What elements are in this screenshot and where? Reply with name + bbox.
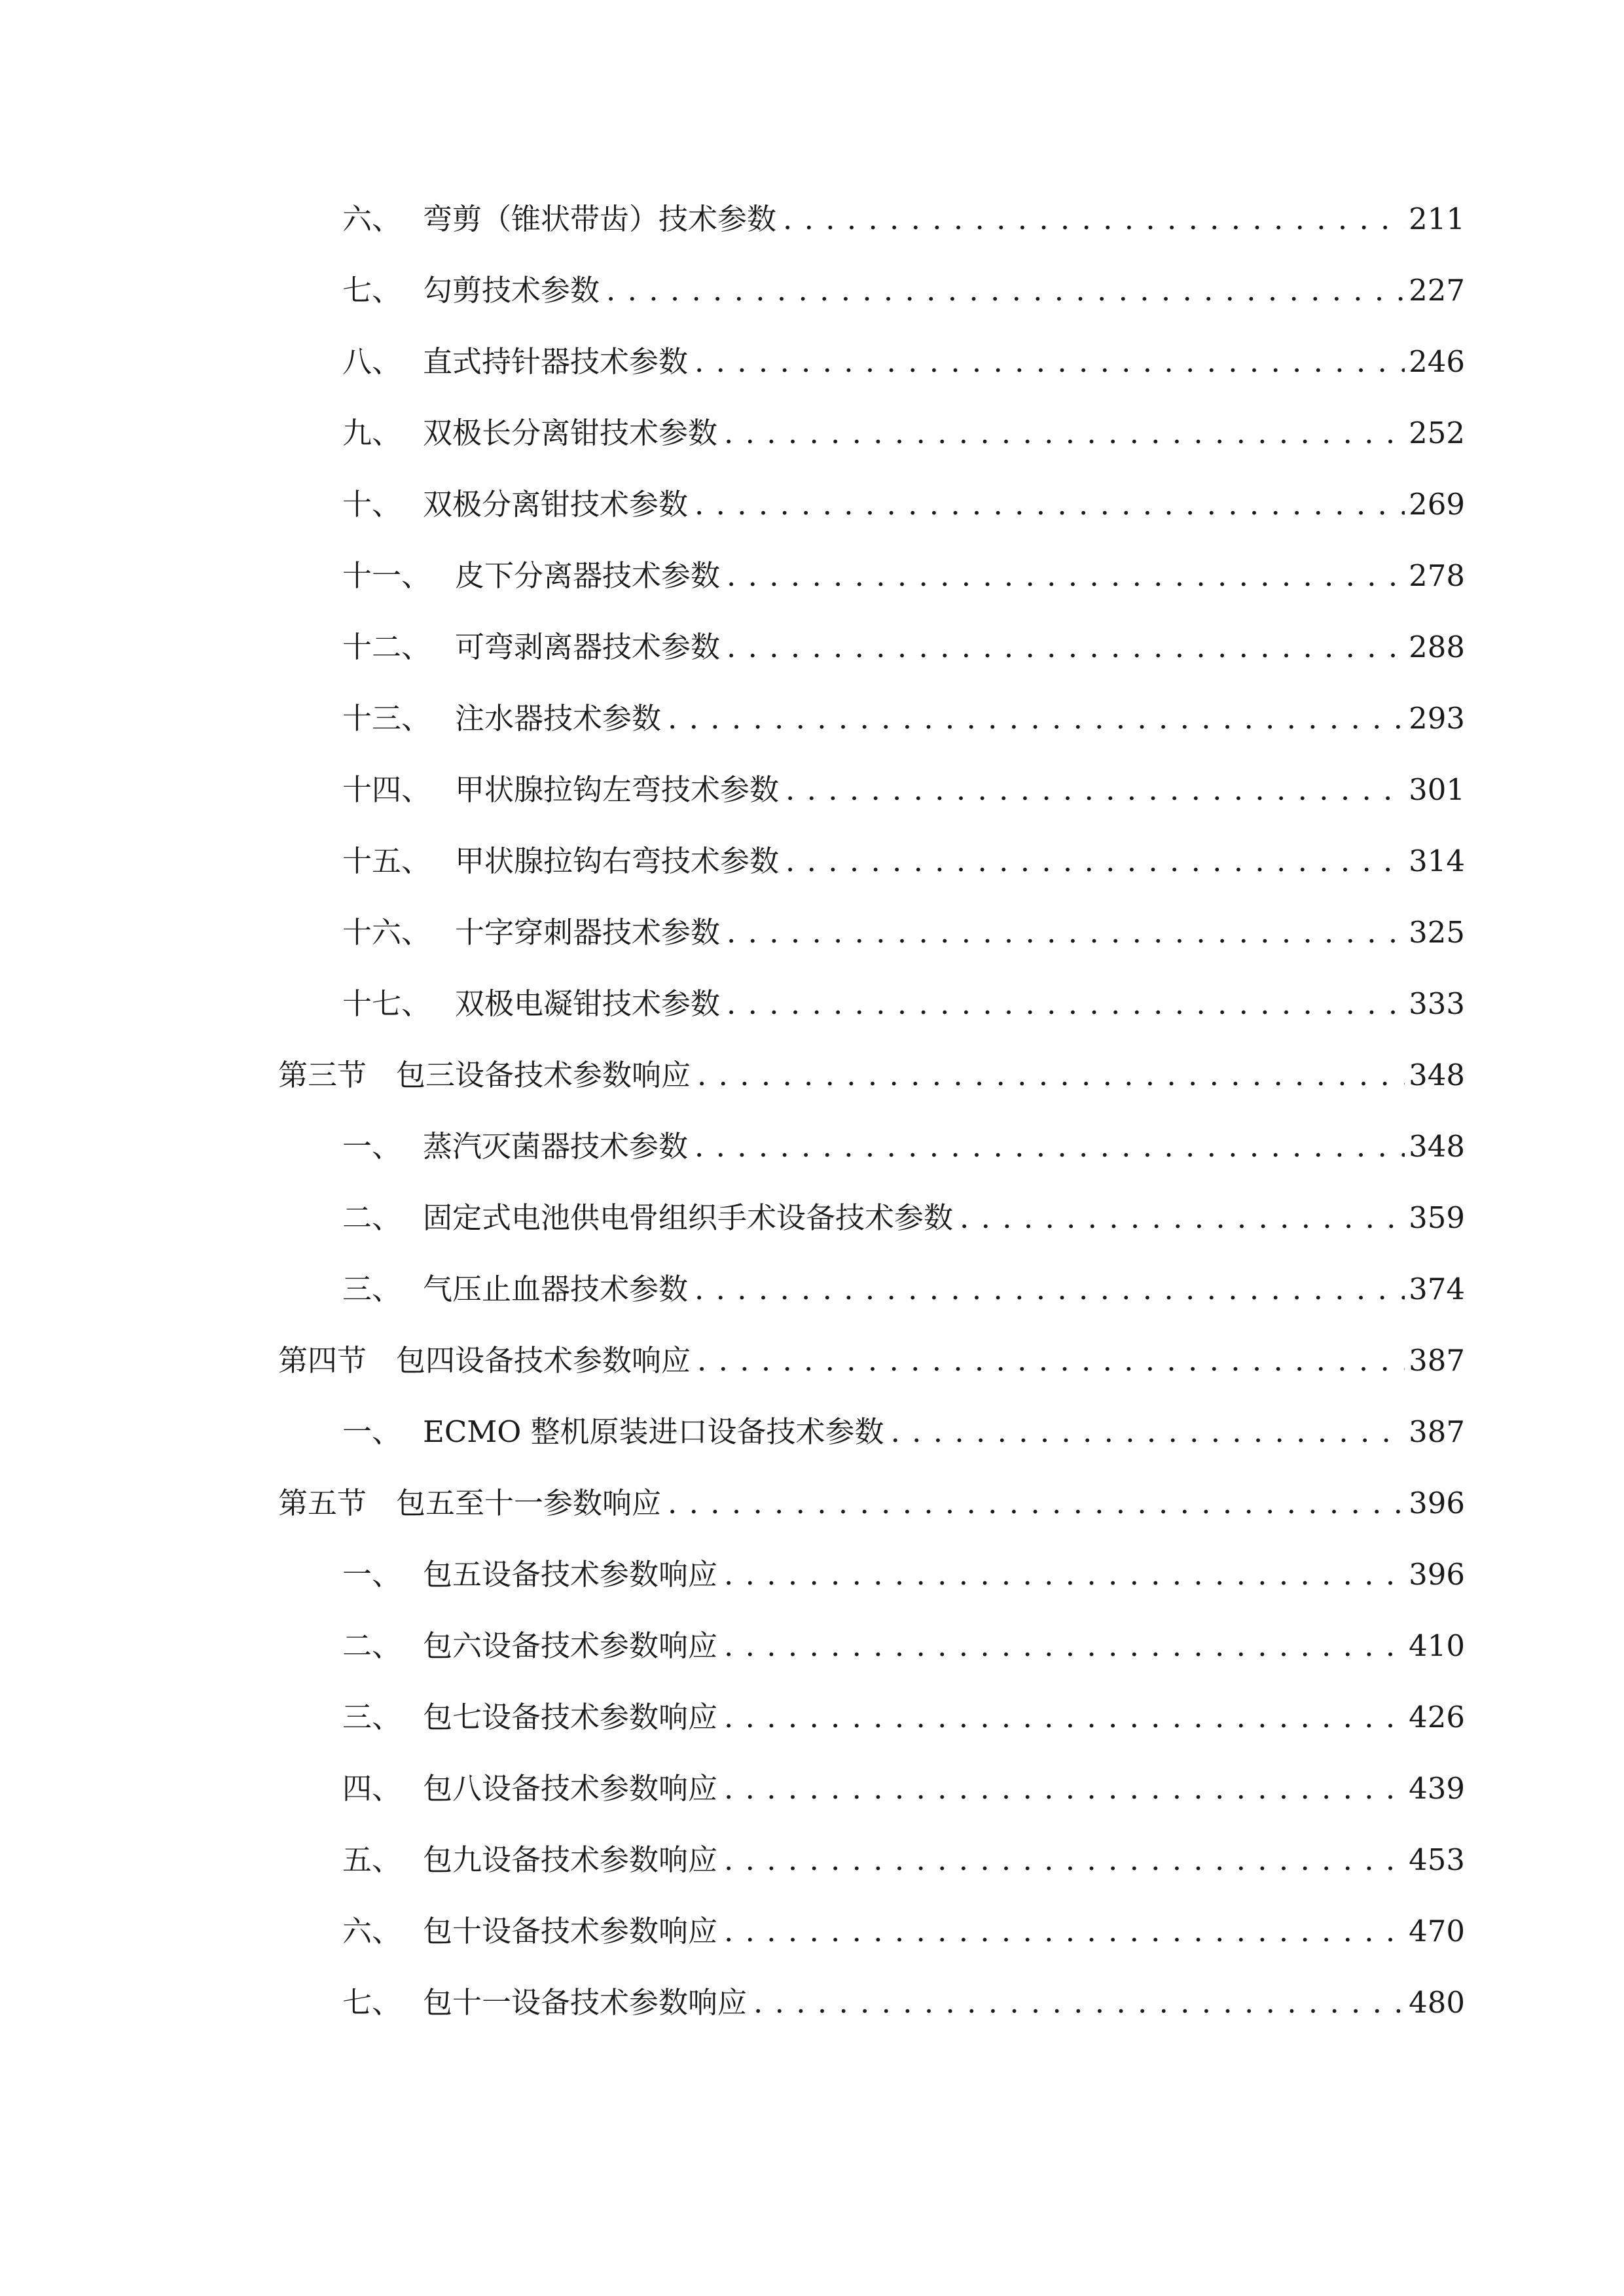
toc-dot-leader xyxy=(724,1695,1405,1740)
toc-entry-number: 十六、 xyxy=(342,915,431,950)
toc-entry[interactable] xyxy=(342,767,1465,813)
toc-page-number: 387 xyxy=(1409,1414,1465,1449)
toc-dot-leader xyxy=(695,1266,1405,1312)
toc-entry-title: 双极长分离钳技术参数 xyxy=(423,416,718,450)
toc-dot-leader xyxy=(753,1980,1405,2026)
toc-dot-leader xyxy=(695,339,1405,385)
toc-entry-number: 六、 xyxy=(342,202,402,236)
toc-entry-number: 八、 xyxy=(342,344,402,379)
toc-dot-leader xyxy=(727,624,1405,670)
toc-entry-number: 九、 xyxy=(342,416,402,450)
toc-page-number: 227 xyxy=(1409,273,1465,308)
toc-entry[interactable] xyxy=(342,624,1465,670)
toc-entry-number: 十四、 xyxy=(342,772,431,807)
toc-entry-title: ECMO 整机原装进口设备技术参数 xyxy=(423,1414,884,1449)
toc-entry-title: 包五设备技术参数响应 xyxy=(423,1557,718,1592)
toc-entry[interactable] xyxy=(342,1124,1465,1170)
toc-entry-number: 七、 xyxy=(342,273,402,308)
toc-entry-title: 皮下分离器技术参数 xyxy=(455,558,721,593)
toc-page-number: 278 xyxy=(1409,558,1465,593)
toc-entry-number: 一、 xyxy=(342,1557,402,1592)
toc-dot-leader xyxy=(960,1195,1405,1241)
toc-entry[interactable] xyxy=(342,1837,1465,1883)
toc-entry-number: 十一、 xyxy=(342,558,431,593)
toc-entry-number: 十、 xyxy=(342,487,402,522)
toc-entry[interactable] xyxy=(342,410,1465,456)
toc-entry-number: 五、 xyxy=(342,1842,402,1877)
toc-page-number: 348 xyxy=(1409,1058,1465,1092)
toc-entry-number: 二、 xyxy=(342,1200,402,1235)
toc-entry[interactable] xyxy=(342,1409,1465,1455)
toc-entry[interactable] xyxy=(342,553,1465,599)
toc-page-number: 301 xyxy=(1409,772,1465,807)
toc-page-number: 333 xyxy=(1409,986,1465,1021)
toc-dot-leader xyxy=(724,1909,1405,1954)
toc-page-number: 288 xyxy=(1409,630,1465,664)
toc-entry[interactable] xyxy=(342,838,1465,884)
toc-section-title: 包四设备技术参数响应 xyxy=(396,1343,691,1378)
toc-page-number: 426 xyxy=(1409,1700,1465,1734)
toc-section-title: 包五至十一参数响应 xyxy=(396,1486,662,1520)
toc-entry-title: 包十一设备技术参数响应 xyxy=(423,1985,748,2020)
toc-entry[interactable] xyxy=(342,1623,1465,1669)
toc-dot-leader xyxy=(724,410,1405,456)
toc-entry[interactable] xyxy=(342,268,1465,314)
toc-page-number: 359 xyxy=(1409,1200,1465,1235)
toc-dot-leader xyxy=(724,1766,1405,1812)
toc-entry-title: 包六设备技术参数响应 xyxy=(423,1628,718,1663)
toc-entry-title: 气压止血器技术参数 xyxy=(423,1272,689,1306)
toc-page-number: 348 xyxy=(1409,1129,1465,1164)
toc-entry-title: 双极分离钳技术参数 xyxy=(423,487,689,522)
toc-page-number: 470 xyxy=(1409,1914,1465,1948)
toc-page-number: 439 xyxy=(1409,1771,1465,1806)
toc-entry-number: 一、 xyxy=(342,1129,402,1164)
toc-page-number: 374 xyxy=(1409,1272,1465,1306)
toc-dot-leader xyxy=(695,1124,1405,1170)
toc-entry[interactable] xyxy=(342,339,1465,385)
toc-section-entry[interactable] xyxy=(278,1480,1465,1526)
toc-dot-leader xyxy=(695,482,1405,528)
toc-dot-leader xyxy=(727,981,1405,1027)
toc-entry[interactable] xyxy=(342,1266,1465,1312)
toc-dot-leader xyxy=(724,1837,1405,1883)
toc-dot-leader xyxy=(668,696,1405,742)
toc-entry-number: 一、 xyxy=(342,1414,402,1449)
toc-dot-leader xyxy=(727,910,1405,956)
toc-entry-title: 弯剪（锥状带齿）技术参数 xyxy=(423,202,777,236)
toc-entry[interactable] xyxy=(342,910,1465,956)
toc-dot-leader xyxy=(724,1623,1405,1669)
toc-dot-leader xyxy=(606,268,1405,314)
toc-entry[interactable] xyxy=(342,1909,1465,1954)
toc-page-number: 246 xyxy=(1409,344,1465,379)
toc-entry[interactable] xyxy=(342,1195,1465,1241)
toc-entry-title: 包十设备技术参数响应 xyxy=(423,1914,718,1948)
toc-entry[interactable] xyxy=(342,1695,1465,1740)
toc-page-number: 293 xyxy=(1409,701,1465,736)
toc-entry-title: 包九设备技术参数响应 xyxy=(423,1842,718,1877)
toc-entry-title: 包八设备技术参数响应 xyxy=(423,1771,718,1806)
toc-section-number: 第五节 xyxy=(278,1486,367,1520)
toc-entry-title: 可弯剥离器技术参数 xyxy=(455,630,721,664)
toc-entry-title: 勾剪技术参数 xyxy=(423,273,600,308)
toc-entry-title: 十字穿刺器技术参数 xyxy=(455,915,721,950)
toc-entry-title: 蒸汽灭菌器技术参数 xyxy=(423,1129,689,1164)
toc-page-number: 252 xyxy=(1409,416,1465,450)
toc-entry-number: 六、 xyxy=(342,1914,402,1948)
toc-section-title: 包三设备技术参数响应 xyxy=(396,1058,691,1092)
toc-page-number: 314 xyxy=(1409,844,1465,878)
toc-entry-number: 七、 xyxy=(342,1985,402,2020)
toc-page-number: 387 xyxy=(1409,1343,1465,1378)
toc-dot-leader xyxy=(891,1409,1405,1455)
toc-entry-title: 注水器技术参数 xyxy=(455,701,662,736)
toc-page-number: 211 xyxy=(1409,202,1465,236)
toc-dot-leader xyxy=(724,1552,1405,1598)
toc-page-number: 396 xyxy=(1409,1486,1465,1520)
toc-page-number: 480 xyxy=(1409,1985,1465,2020)
toc-entry-number: 三、 xyxy=(342,1272,402,1306)
toc-dot-leader xyxy=(785,767,1405,813)
toc-entry[interactable] xyxy=(342,1980,1465,2026)
toc-section-entry[interactable] xyxy=(278,1052,1465,1098)
toc-page-number: 396 xyxy=(1409,1557,1465,1592)
toc-page-number: 269 xyxy=(1409,487,1465,522)
toc-entry-title: 双极电凝钳技术参数 xyxy=(455,986,721,1021)
toc-section-number: 第四节 xyxy=(278,1343,367,1378)
toc-entry[interactable] xyxy=(342,196,1465,242)
toc-entry-number: 十五、 xyxy=(342,844,431,878)
toc-entry[interactable] xyxy=(342,1552,1465,1598)
toc-entry-title: 固定式电池供电骨组织手术设备技术参数 xyxy=(423,1200,954,1235)
toc-dot-leader xyxy=(697,1052,1405,1098)
toc-page-number: 410 xyxy=(1409,1628,1465,1663)
toc-dot-leader xyxy=(727,553,1405,599)
toc-section-number: 第三节 xyxy=(278,1058,367,1092)
toc-entry[interactable] xyxy=(342,1766,1465,1812)
toc-entry-number: 十七、 xyxy=(342,986,431,1021)
toc-dot-leader xyxy=(697,1338,1405,1384)
toc-entry-title: 甲状腺拉钩右弯技术参数 xyxy=(455,844,780,878)
toc-entry-number: 十三、 xyxy=(342,701,431,736)
toc-page-number: 325 xyxy=(1409,915,1465,950)
toc-entry-number: 十二、 xyxy=(342,630,431,664)
toc-entry-number: 四、 xyxy=(342,1771,402,1806)
toc-section-entry[interactable] xyxy=(278,1338,1465,1384)
toc-entry-number: 三、 xyxy=(342,1700,402,1734)
toc-dot-leader xyxy=(783,196,1405,242)
toc-entry-title: 直式持针器技术参数 xyxy=(423,344,689,379)
toc-page-number: 453 xyxy=(1409,1842,1465,1877)
toc-entry-title: 包七设备技术参数响应 xyxy=(423,1700,718,1734)
toc-entry-title: 甲状腺拉钩左弯技术参数 xyxy=(455,772,780,807)
toc-entry-number: 二、 xyxy=(342,1628,402,1663)
toc-entry[interactable] xyxy=(342,696,1465,742)
toc-dot-leader xyxy=(668,1480,1405,1526)
toc-entry[interactable] xyxy=(342,981,1465,1027)
toc-entry[interactable] xyxy=(342,482,1465,528)
toc-dot-leader xyxy=(785,838,1405,884)
